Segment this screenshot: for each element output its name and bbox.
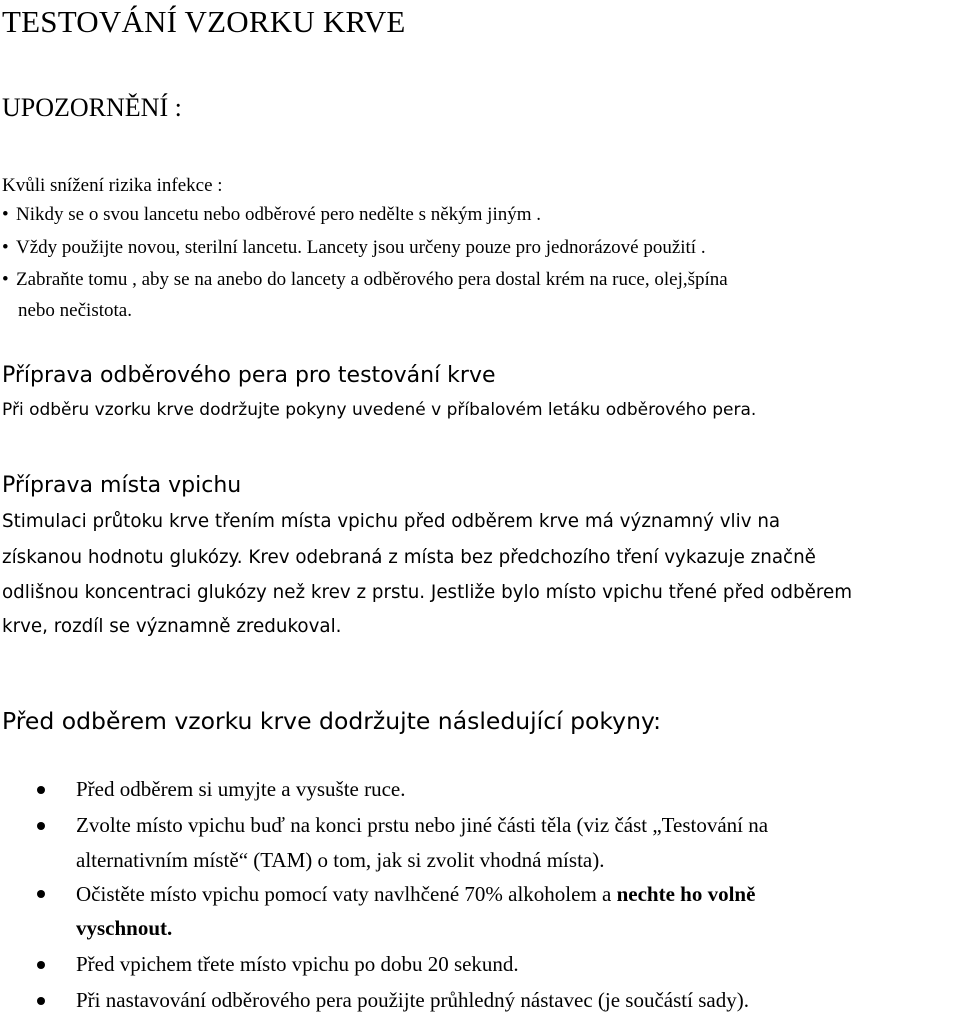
bullet-icon	[37, 822, 45, 830]
site-prep-line: získanou hodnotu glukózy. Krev odebraná z místa bez předchozího tření vykazuje značně	[2, 547, 816, 568]
instruction-item-emphasis: nechte ho volně	[616, 882, 756, 906]
bullet-glyph: •	[2, 204, 9, 225]
bullet-icon	[37, 890, 45, 898]
warning-bullet-text: Zabraňte tomu , aby se na anebo do lancety a odběrového pera dostal krém na ruce, olej,špína	[16, 269, 728, 290]
warning-bullet	[2, 235, 706, 261]
instruction-item-continuation	[76, 911, 172, 945]
warning-bullet	[2, 202, 541, 228]
instruction-item: Zvolte místo vpichu buď na konci prstu nebo jiné části těla (viz část „Testování na	[76, 813, 769, 837]
instruction-item	[76, 877, 755, 911]
site-prep-line: odlišnou koncentraci glukózy než krev z prstu. Jestliže bylo místo vpichu třené před odběrem	[2, 582, 853, 603]
bullet-icon	[37, 997, 45, 1005]
pen-prep-heading: Příprava odběrového pera pro testování krve	[2, 363, 496, 388]
site-prep-heading: Příprava místa vpichu	[2, 473, 242, 498]
bullet-glyph: •	[2, 269, 9, 290]
bullet-glyph: •	[2, 237, 9, 258]
instructions-heading: Před odběrem vzorku krve dodržujte následující pokyny:	[2, 707, 662, 735]
bullet-icon	[37, 961, 45, 969]
instruction-item-continuation: alternativním místě“ (TAM) o tom, jak si zvolit vhodná místa).	[76, 848, 605, 872]
site-prep-line: krve, rozdíl se významně zredukoval.	[2, 616, 342, 637]
page-title: TESTOVÁNÍ VZORKU KRVE	[2, 4, 406, 39]
warning-bullet-text: Nikdy se o svou lancetu nebo odběrové pero nedělte s někým jiným .	[16, 204, 542, 225]
warning-bullet-continuation: nebo nečistota.	[18, 300, 132, 321]
warning-intro: Kvůli snížení rizika infekce :	[2, 175, 223, 196]
instruction-item: Při nastavování odběrového pera použijte průhledný nástavec (je součástí sady).	[76, 988, 749, 1012]
instruction-item-text: Očistěte místo vpichu pomocí vaty navlhčené 70% alkoholem a	[76, 882, 617, 906]
instruction-item: Před odběrem si umyjte a vysušte ruce.	[76, 777, 406, 801]
instruction-item: Před vpichem třete místo vpichu po dobu 20 sekund.	[76, 952, 519, 976]
pen-prep-text: Při odběru vzorku krve dodržujte pokyny uvedené v příbalovém letáku odběrového pera.	[2, 400, 757, 420]
instruction-item-emphasis: vyschnout.	[76, 916, 173, 940]
warning-bullet-text: Vždy použijte novou, sterilní lancetu. Lancety jsou určeny pouze pro jednorázové použití .	[16, 237, 706, 258]
warning-heading: UPOZORNĚNÍ :	[2, 93, 182, 122]
warning-bullet	[2, 267, 728, 293]
site-prep-line: Stimulaci průtoku krve třením místa vpichu před odběrem krve má významný vliv na	[2, 511, 781, 532]
bullet-icon	[37, 786, 45, 794]
